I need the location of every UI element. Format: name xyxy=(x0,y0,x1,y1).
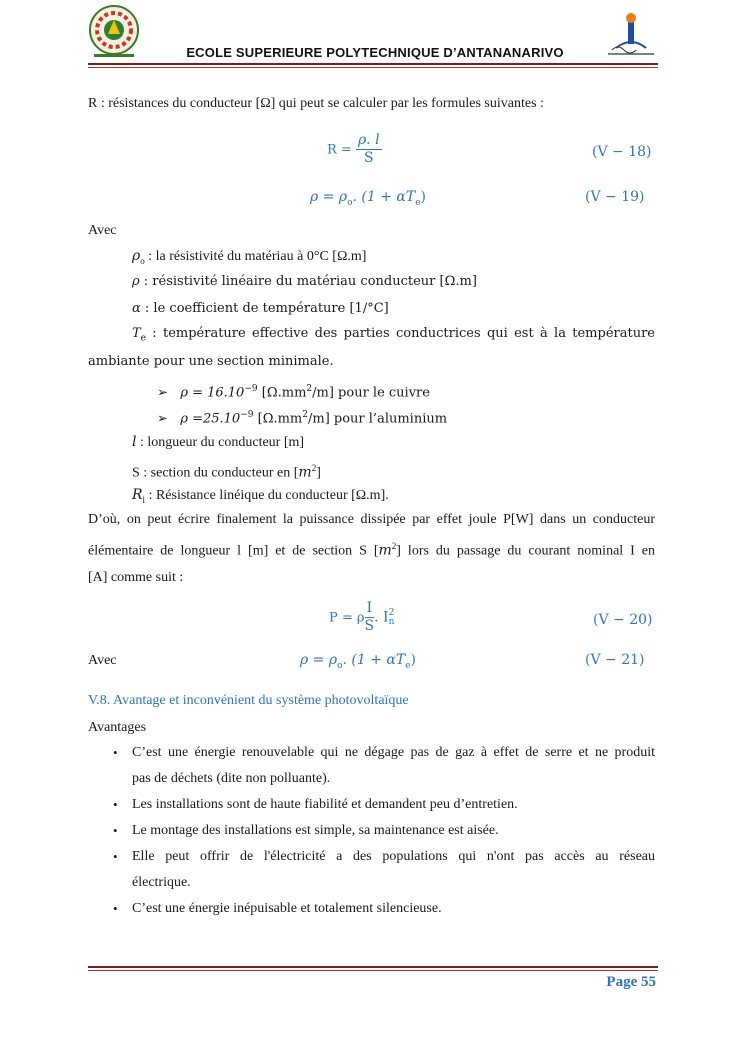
header-title: ECOLE SUPERIEURE POLYTECHNIQUE D’ANTANANARIVO xyxy=(186,45,564,60)
def-te-cont: ambiante pour une section minimale. xyxy=(88,354,334,369)
bullet-icon: • xyxy=(113,797,118,812)
list-item-aluminium: ➢ $\rho =25.10^{-9}$ $[\Omega.mm^2/m]$ pour l’aluminium xyxy=(157,410,448,427)
bullet-icon: • xyxy=(113,823,118,838)
bullet-icon: • xyxy=(113,745,118,760)
subsection-label: Avantages xyxy=(88,720,147,735)
list-item: C’est une énergie inépuisable et totalement silencieuse. xyxy=(132,901,442,916)
def-alpha: α : le coefficient de température [1/°C] xyxy=(132,301,389,316)
def-te: $T_e$ : température effective des parties conductrices qui est à la température xyxy=(132,326,655,344)
list-item: C’est une énergie renouvelable qui ne dégage pas de gaz à effet de serre et ne produit pas de déchets (dite non polluante). xyxy=(132,745,655,786)
def-section: S : section du conducteur en $[m^2]$ xyxy=(132,463,321,481)
def-rl: $R_l$ : Résistance linéique du conducteur [Ω.m]. xyxy=(132,487,389,505)
footer-rule xyxy=(88,966,658,968)
equation-v20: P = ρ $\frac{I}{S}$ . I 2 n xyxy=(329,600,395,634)
equation-v21: $\rho = \rho_o$. $(1 + \alpha T_e)$ xyxy=(300,652,417,671)
def-rho: ρ : résistivité linéaire du matériau conducteur [Ω.m] xyxy=(132,274,477,289)
list-item: Elle peut offrir de l'électricité a des populations qui n'ont pas accès au réseau électrique. xyxy=(132,849,655,890)
header-rule xyxy=(88,63,658,65)
list-item-copper: ➢ $\rho = 16.10^{-9}$ $[\Omega.mm^2/m]$ pour le cuivre xyxy=(157,384,430,401)
equation-label-v19: (V − 19) xyxy=(585,189,645,205)
section-heading: V.8. Avantage et inconvénient du système photovoltaïque xyxy=(88,693,409,708)
footer-rule-thin xyxy=(88,970,658,971)
bullet-icon: • xyxy=(113,901,118,916)
arrow-bullet-icon: ➢ xyxy=(157,411,168,427)
bullet-icon: • xyxy=(113,849,118,864)
equation-label-v20: (V − 20) xyxy=(593,612,653,628)
header-rule-thin xyxy=(88,67,658,68)
page-number: Page 55 xyxy=(606,974,656,990)
avec-label-2: Avec xyxy=(88,653,117,668)
paragraph-joule: D’où, on peut écrire finalement la puissance dissipée par effet joule P[W] dans un conducteur élémentaire de longueur l [m] et de section S $[m^2]$ lors du passage du courant nominal I en [A] comme suit : xyxy=(88,512,655,585)
school-logo xyxy=(88,4,140,60)
equation-v19: $\rho = \rho_o$. $(1 + \alpha T_e)$ xyxy=(310,189,427,208)
equation-v18: R = $\frac{\rho. l}{S}$ xyxy=(327,132,380,166)
list-item: Le montage des installations est simple, sa maintenance est aisée. xyxy=(132,823,499,838)
intro-text: R : résistances du conducteur [Ω] qui peut se calculer par les formules suivantes : xyxy=(88,96,544,111)
department-logo xyxy=(604,10,658,60)
avec-label: Avec xyxy=(88,223,117,238)
arrow-bullet-icon: ➢ xyxy=(157,385,168,401)
equation-label-v18: (V − 18) xyxy=(592,144,652,160)
list-item: Les installations sont de haute fiabilité et demandent peu d’entretien. xyxy=(132,797,518,812)
equation-label-v21: (V − 21) xyxy=(585,652,645,668)
def-rho-o: $\rho_o$ : la résistivité du matériau à 0°C [Ω.m] xyxy=(132,248,367,266)
def-length: l : longueur du conducteur [m] xyxy=(132,434,305,450)
